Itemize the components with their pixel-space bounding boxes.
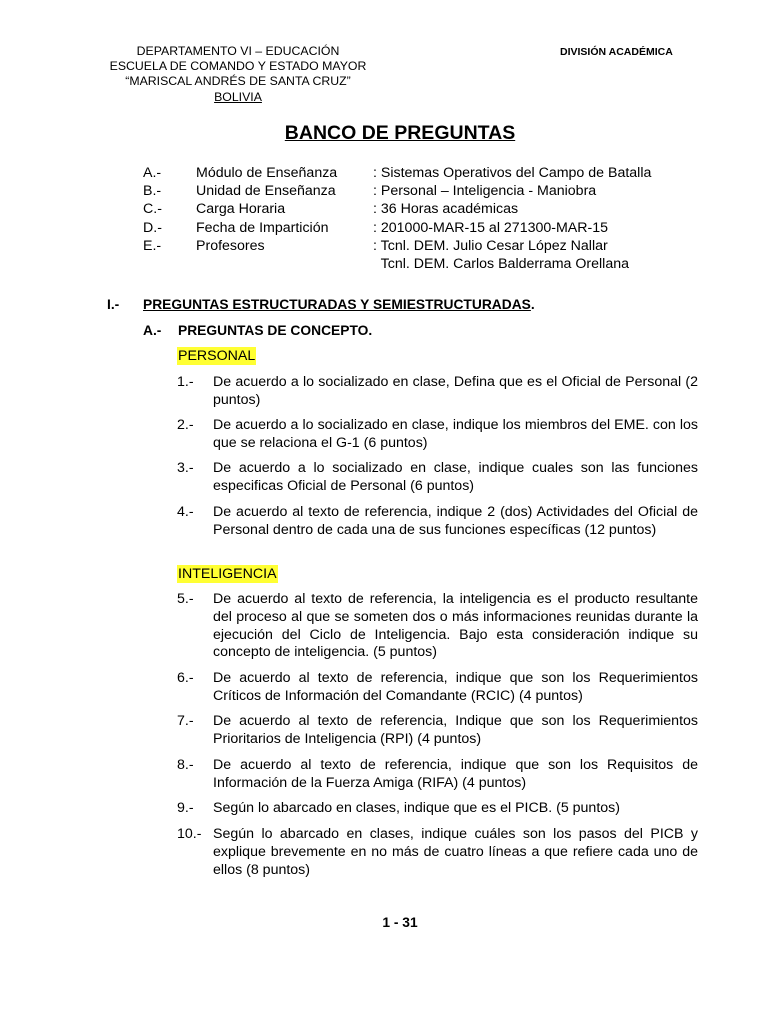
division-label: DIVISIÓN ACADÉMICA [560, 46, 673, 58]
meta-value: : Personal – Inteligencia - Maniobra [373, 183, 597, 200]
subsection-title: PREGUNTAS DE CONCEPTO. [178, 323, 373, 338]
section-title-end: . [530, 297, 535, 312]
section-heading [143, 297, 535, 312]
header-line-country: BOLIVIA [214, 89, 262, 104]
list-item [177, 504, 698, 540]
meta-label: Unidad de Enseñanza [196, 183, 336, 200]
list-item [177, 417, 698, 453]
question-text: Según lo abarcado en clases, indique que es el PICB. (5 puntos) [213, 800, 620, 816]
meta-label: Carga Horaria [196, 201, 286, 218]
meta-label: Fecha de Impartición [196, 219, 329, 236]
question-text: De acuerdo al texto de referencia, indique que son los Requisitos de Información de la Fuerza Amiga (RIFA) (4 puntos) [213, 757, 698, 791]
question-number: 4.- [177, 504, 194, 520]
question-text: De acuerdo al texto de referencia, la inteligencia es el producto resultante del proceso al que se someten dos o más informaciones reunidas durante la ejecución del Ciclo de Inteligencia. Bajo esta consideración indique su concepto de inteligencia. (5 puntos) [213, 591, 698, 661]
question-number: 5.- [177, 591, 194, 607]
question-text: De acuerdo al texto de referencia, indique 2 (dos) Actividades del Oficial de Personal dentro de cada una de sus funciones específicas (12 puntos) [213, 504, 698, 538]
question-text: De acuerdo a lo socializado en clase, Defina que es el Oficial de Personal (2 puntos) [213, 374, 698, 408]
page-number: 1 - 31 [382, 915, 418, 930]
meta-letter: E.- [143, 237, 162, 254]
question-number: 6.- [177, 670, 194, 686]
list-item [177, 374, 698, 410]
question-number: 1.- [177, 374, 194, 390]
question-number: 10.- [177, 826, 202, 842]
question-number: 8.- [177, 757, 194, 773]
meta-letter: C.- [143, 201, 162, 218]
question-text: De acuerdo a lo socializado en clase, indique los miembros del EME. con los que se relaciona el G-1 (6 puntos) [213, 417, 698, 451]
institution-header [100, 44, 376, 105]
meta-letter: D.- [143, 219, 162, 236]
list-item [177, 713, 698, 749]
meta-value: : 201000-MAR-15 al 271300-MAR-15 [373, 219, 609, 236]
subsection-number: A.- [143, 323, 162, 338]
list-item [177, 757, 698, 793]
question-number: 9.- [177, 800, 194, 816]
meta-letter: A.- [143, 165, 162, 181]
category-personal: PERSONAL [178, 348, 256, 364]
list-item [177, 460, 698, 496]
question-text: De acuerdo al texto de referencia, indique que son los Requerimientos Críticos de Información del Comandante (RCIC) (4 puntos) [213, 670, 698, 704]
meta-label: Profesores [196, 237, 265, 254]
header-line-department: DEPARTAMENTO VI – EDUCACIÓN [136, 44, 340, 58]
meta-label: Módulo de Enseñanza [196, 165, 338, 181]
section-number: I.- [107, 297, 120, 312]
list-item [177, 826, 698, 879]
meta-value: : 36 Horas académicas [373, 201, 519, 218]
list-item [177, 800, 698, 818]
section-title: PREGUNTAS ESTRUCTURADAS Y SEMIESTRUCTURADAS [143, 297, 531, 312]
page-title: BANCO DE PREGUNTAS [284, 122, 516, 144]
meta-value: Tcnl. DEM. Carlos Balderrama Orellana [373, 255, 629, 272]
question-text: Según lo abarcado en clases, indique cuáles son los pasos del PICB y explique brevemente en no más de cuatro líneas a que refiere cada uno de ellos (8 puntos) [213, 826, 698, 878]
category-inteligencia: INTELIGENCIA [178, 566, 277, 582]
meta-letter: B.- [143, 183, 162, 200]
header-line-school: ESCUELA DE COMANDO Y ESTADO MAYOR [109, 59, 367, 74]
list-item [177, 670, 698, 706]
question-number: 2.- [177, 417, 194, 433]
list-item [177, 591, 698, 662]
question-text: De acuerdo a lo socializado en clase, indique cuales son las funciones especificas Oficial de Personal (6 puntos) [213, 460, 698, 494]
question-number: 7.- [177, 713, 194, 729]
question-text: De acuerdo al texto de referencia, Indique que son los Requerimientos Prioritarios de Inteligencia (RPI) (4 puntos) [213, 713, 698, 747]
question-number: 3.- [177, 460, 194, 476]
meta-value: : Sistemas Operativos del Campo de Batalla [373, 165, 652, 181]
meta-value: : Tcnl. DEM. Julio Cesar López Nallar [373, 237, 608, 254]
header-line-name: “MARISCAL ANDRÉS DE SANTA CRUZ” [125, 74, 351, 89]
